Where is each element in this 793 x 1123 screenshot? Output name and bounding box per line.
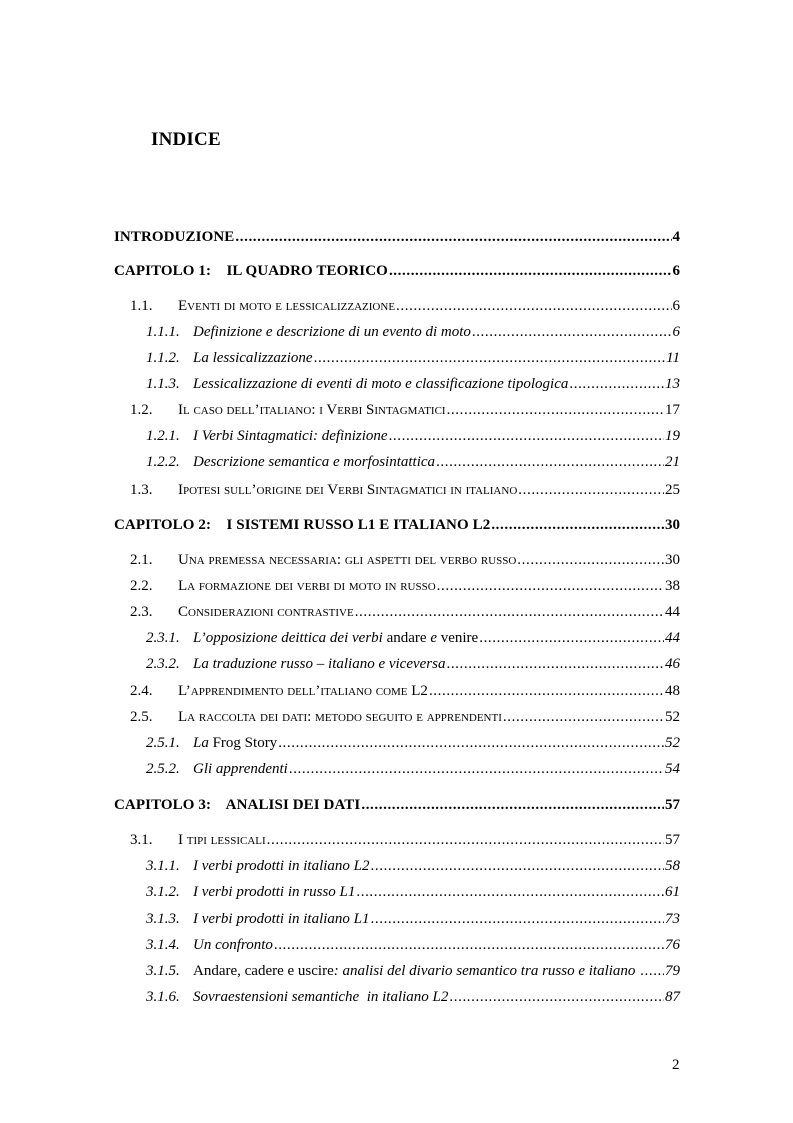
toc-entry-number: 1.1. (130, 298, 153, 314)
toc-heading: INDICE (151, 129, 221, 150)
toc-entry-title: I verbi prodotti in italiano L1 (193, 911, 370, 927)
toc-entry-3-1-5[interactable] (146, 962, 680, 980)
title-part: andare (386, 630, 427, 646)
dot-leader (503, 708, 664, 726)
toc-entry-2-2[interactable] (130, 577, 680, 595)
title-part: e (426, 630, 441, 646)
toc-entry-2-3-2[interactable] (146, 655, 680, 673)
toc-entry-1-2-1[interactable] (146, 427, 680, 445)
toc-entry-number: 2.2. (130, 578, 153, 594)
dot-leader (437, 577, 664, 595)
dot-leader (517, 551, 664, 569)
toc-entry-number: 1.1.1. (146, 324, 180, 340)
toc-entry-title: La formazione dei verbi di moto in russo (178, 578, 436, 594)
toc-entry-page: 87 (665, 989, 680, 1005)
toc-entry-page: 11 (666, 350, 680, 366)
dot-leader (371, 857, 664, 875)
toc-entry-number: 3.1.6. (146, 989, 180, 1005)
toc-entry-number: 1.2. (130, 402, 153, 418)
toc-entry-1-1-2[interactable] (146, 349, 680, 367)
toc-entry-1-2[interactable] (130, 401, 680, 419)
title-part: Andare, cadere e uscire (193, 963, 334, 979)
toc-entry-page: 19 (665, 428, 680, 444)
toc-entry-2-4[interactable] (130, 682, 680, 700)
toc-entry-2-5-1[interactable] (146, 734, 680, 752)
toc-entry-page: 21 (665, 454, 680, 470)
toc-entry-title: Descrizione semantica e morfosintattica (193, 454, 436, 470)
toc-entry-1-2-2[interactable] (146, 453, 680, 471)
dot-leader (396, 297, 671, 315)
toc-entry-title: Sovraestensioni semantiche in italiano L2 (193, 989, 449, 1005)
toc-entry-title: I Verbi Sintagmatici: definizione (193, 428, 388, 444)
dot-leader (289, 760, 664, 778)
dot-leader (267, 831, 664, 849)
toc-entry-number: 2.4. (130, 683, 153, 699)
dot-leader (361, 796, 664, 814)
dot-leader (389, 262, 672, 280)
toc-entry-3-1[interactable] (130, 831, 680, 849)
dot-leader (491, 516, 664, 534)
title-part: Frog Story (212, 735, 278, 751)
toc-entry-3-1-2[interactable] (146, 883, 680, 901)
toc-entry-number: 3.1.2. (146, 884, 180, 900)
dot-leader (479, 629, 664, 647)
toc-entry-title (193, 734, 277, 752)
toc-entry-capitolo-1[interactable] (114, 262, 680, 280)
toc-entry-1-3[interactable] (130, 481, 680, 499)
toc-entry-2-1[interactable] (130, 551, 680, 569)
dot-leader (356, 883, 664, 901)
dot-leader (569, 375, 664, 393)
toc-entry-title: Lessicalizzazione di eventi di moto e classificazione tipologica (193, 376, 569, 392)
toc-entry-page: 44 (665, 604, 680, 620)
toc-entry-title: La lessicalizzazione (193, 350, 313, 366)
toc-entry-number: 2.5.2. (146, 761, 180, 777)
toc-entry-number: 3.1.3. (146, 911, 180, 927)
toc-entry-page: 48 (665, 683, 680, 699)
toc-entry-page: 25 (665, 482, 680, 498)
toc-entry-page: 46 (665, 656, 680, 672)
toc-entry-title: CAPITOLO 3: ANALISI DEI DATI (114, 797, 361, 813)
toc-entry-title: I verbi prodotti in russo L1 (193, 884, 356, 900)
toc-entry-number: 2.5.1. (146, 735, 180, 751)
toc-entry-page: 57 (665, 797, 680, 813)
toc-entry-page: 17 (665, 402, 680, 418)
dot-leader (278, 734, 664, 752)
toc-entry-number: 3.1.5. (146, 963, 180, 979)
toc-entry-number: 2.1. (130, 552, 153, 568)
title-part: L’opposizione deittica dei verbi (193, 630, 387, 646)
toc-entry-introduzione[interactable] (114, 228, 680, 246)
title-part: venire (440, 630, 479, 646)
toc-entry-capitolo-3[interactable] (114, 796, 680, 814)
toc-entry-2-3-1[interactable] (146, 629, 680, 647)
toc-entry-title: Ipotesi sull’origine dei Verbi Sintagmatici in italiano (178, 482, 518, 498)
dot-leader (518, 481, 664, 499)
toc-entry-page: 57 (665, 832, 680, 848)
toc-entry-title: CAPITOLO 2: I SISTEMI RUSSO L1 E ITALIANO L2 (114, 517, 491, 533)
toc-entry-2-5-2[interactable] (146, 760, 680, 778)
toc-entry-title (193, 629, 478, 647)
toc-entry-page: 76 (665, 937, 680, 953)
toc-entry-title: Eventi di moto e lessicalizzazione (178, 298, 396, 314)
toc-entry-page: 38 (665, 578, 680, 594)
toc-entry-2-5[interactable] (130, 708, 680, 726)
toc-entry-page: 79 (665, 963, 680, 979)
dot-leader (472, 323, 672, 341)
toc-entry-title: Definizione e descrizione di un evento di moto (193, 324, 471, 340)
toc-entry-page: 52 (665, 735, 680, 751)
toc-entry-3-1-1[interactable] (146, 857, 680, 875)
toc-entry-title (193, 962, 639, 980)
dot-leader (640, 962, 664, 980)
toc-entry-title: La raccolta dei dati: metodo seguito e apprendenti (178, 709, 502, 725)
toc-entry-number: 1.2.2. (146, 454, 180, 470)
toc-entry-page: 61 (665, 884, 680, 900)
toc-entry-3-1-3[interactable] (146, 910, 680, 928)
title-part: : analisi del divario semantico tra russo e italiano (333, 963, 640, 979)
toc-entry-title: INTRODUZIONE (114, 229, 235, 245)
title-part: La (193, 735, 213, 751)
toc-entry-page: 6 (672, 263, 680, 279)
dot-leader (447, 401, 664, 419)
toc-entry-number: 2.3.2. (146, 656, 180, 672)
toc-entry-page: 13 (665, 376, 680, 392)
dot-leader (446, 655, 664, 673)
toc-entry-title: Una premessa necessaria: gli aspetti del verbo russo (178, 552, 517, 568)
toc-entry-1-1-3[interactable] (146, 375, 680, 393)
toc-entry-number: 2.5. (130, 709, 153, 725)
toc-entry-2-3[interactable] (130, 603, 680, 621)
toc-entry-capitolo-2[interactable] (114, 516, 680, 534)
toc-entry-page: 52 (665, 709, 680, 725)
page-number: 2 (672, 1057, 680, 1073)
toc-entry-page: 6 (672, 298, 680, 314)
toc-entry-number: 3.1. (130, 832, 153, 848)
dot-leader (389, 427, 664, 445)
toc-entry-number: 1.1.3. (146, 376, 180, 392)
toc-entry-number: 1.1.2. (146, 350, 180, 366)
toc-entry-title: Il caso dell’italiano: i Verbi Sintagmatici (178, 402, 446, 418)
toc-entry-page: 30 (665, 517, 680, 533)
toc-entry-title: I verbi prodotti in italiano L2 (193, 858, 370, 874)
dot-leader (371, 910, 664, 928)
toc-entry-page: 58 (665, 858, 680, 874)
toc-entry-3-1-4[interactable] (146, 936, 680, 954)
toc-entry-page: 73 (665, 911, 680, 927)
toc-entry-title: CAPITOLO 1: IL QUADRO TEORICO (114, 263, 388, 279)
toc-entry-title: La traduzione russo – italiano e viceversa (193, 656, 446, 672)
toc-entry-page: 30 (665, 552, 680, 568)
dot-leader (429, 682, 664, 700)
dot-leader (355, 603, 664, 621)
toc-entry-title: Un confronto (193, 937, 273, 953)
dot-leader (449, 988, 664, 1006)
toc-entry-title: I tipi lessicali (178, 832, 266, 848)
dot-leader (314, 349, 666, 367)
toc-entry-number: 3.1.1. (146, 858, 180, 874)
dot-leader (436, 453, 664, 471)
dot-leader (274, 936, 664, 954)
toc-entry-number: 1.2.1. (146, 428, 180, 444)
toc-entry-title: Gli apprendenti (193, 761, 288, 777)
toc-entry-number: 2.3. (130, 604, 153, 620)
toc-entry-number: 1.3. (130, 482, 153, 498)
toc-entry-page: 4 (672, 229, 680, 245)
toc-entry-page: 6 (672, 324, 680, 340)
toc-entry-page: 54 (665, 761, 680, 777)
toc-entry-page: 44 (665, 630, 680, 646)
toc-entry-3-1-6[interactable] (146, 988, 680, 1006)
toc-entry-title: Considerazioni contrastive (178, 604, 354, 620)
dot-leader (235, 228, 671, 246)
toc-entry-1-1-1[interactable] (146, 323, 680, 341)
toc-entry-1-1[interactable] (130, 297, 680, 315)
toc-entry-title: L’apprendimento dell’italiano come L2 (178, 683, 428, 699)
toc-entry-number: 2.3.1. (146, 630, 180, 646)
toc-entry-number: 3.1.4. (146, 937, 180, 953)
